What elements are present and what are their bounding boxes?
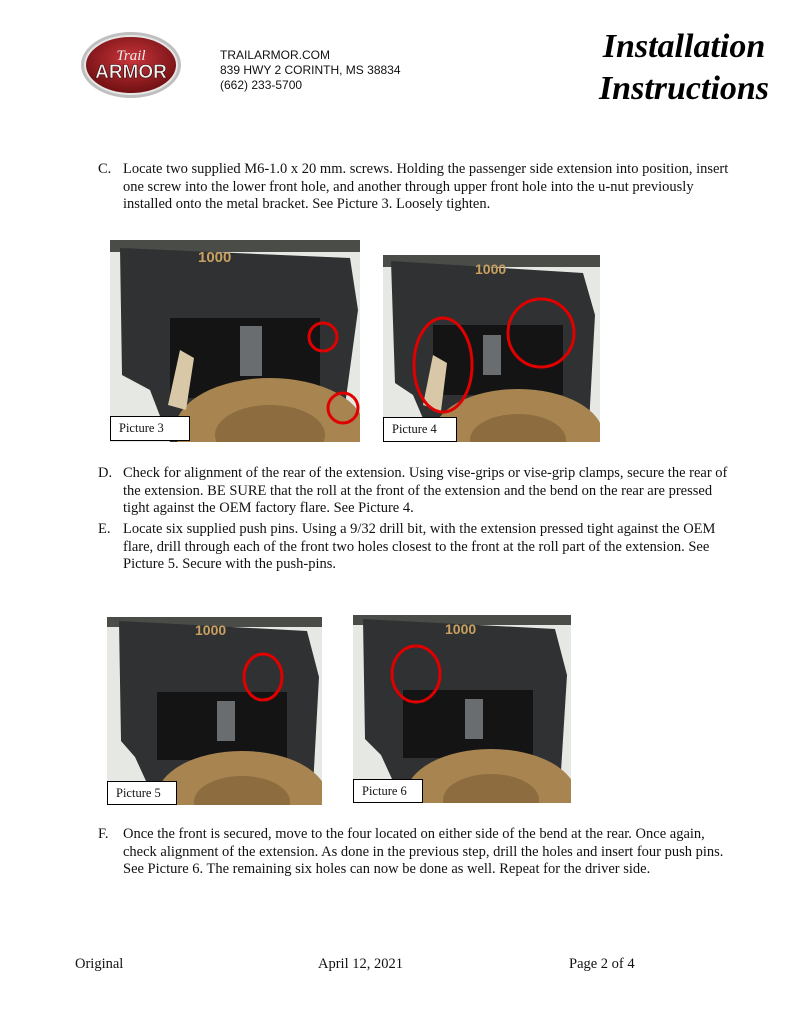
picture-5: [107, 617, 322, 805]
step-text: Check for alignment of the rear of the extension. Using vise-grips or vise-grip clamps, secure the rear of the extension. BE SURE that the roll at the front of the extension and the bend on the rear are pressed tight against the OEM factory flare. See Picture 4.: [123, 465, 728, 516]
company-address: 839 HWY 2 CORINTH, MS 38834: [220, 63, 401, 77]
vehicle-badge: 1000: [445, 621, 477, 637]
step-text: Once the front is secured, move to the four located on either side of the bend at the rear. Once again, check alignment of the extension. As done in the previous step, drill the holes and insert four push pins. See Picture 6. The remaining six holes can now be done as well. Repeat for the driver side.: [123, 826, 724, 877]
step-label: E.: [98, 521, 111, 537]
step-label: F.: [98, 826, 109, 842]
step-d: [98, 465, 738, 518]
title-line1: Installation: [602, 28, 766, 65]
trail-armor-logo: [80, 30, 182, 100]
picture-6-caption: Picture 6: [353, 779, 423, 803]
picture-5-caption: Picture 5: [107, 781, 177, 805]
step-text: Locate six supplied push pins. Using a 9/32 drill bit, with the extension pressed tight against the OEM flare, drill through each of the front two holes closest to the front at the roll part of the extension. See Picture 5. Secure with the push-pins.: [123, 521, 716, 572]
picture-6: [353, 615, 571, 803]
company-phone: (662) 233-5700: [220, 78, 303, 92]
page-title: [584, 26, 784, 110]
logo-line2: ARMOR: [95, 62, 167, 83]
vehicle-badge: 1000: [475, 261, 507, 277]
picture-4: [383, 255, 600, 442]
picture-3: [110, 240, 360, 442]
step-e: [98, 521, 738, 574]
logo-line1: Trail: [116, 48, 146, 64]
picture-4-caption: Picture 4: [383, 417, 457, 442]
step-label: C.: [98, 161, 112, 177]
step-c: [98, 161, 738, 214]
footer-page-number: Page 2 of 4: [569, 956, 635, 972]
footer-date: April 12, 2021: [318, 956, 403, 972]
vehicle-badge: 1000: [198, 249, 232, 266]
vehicle-badge: 1000: [195, 622, 227, 638]
footer-revision: Original: [75, 956, 124, 972]
picture-3-caption: Picture 3: [110, 416, 190, 441]
title-line2: Instructions: [598, 70, 770, 107]
step-text: Locate two supplied M6-1.0 x 20 mm. screws. Holding the passenger side extension into position, insert one screw into the lower front hole, and another through upper front hole into the u-nut previously installed onto the metal bracket. See Picture 3. Loosely tighten.: [123, 161, 729, 212]
company-website: TRAILARMOR.COM: [220, 48, 331, 62]
step-f: [98, 826, 738, 879]
step-label: D.: [98, 465, 113, 481]
